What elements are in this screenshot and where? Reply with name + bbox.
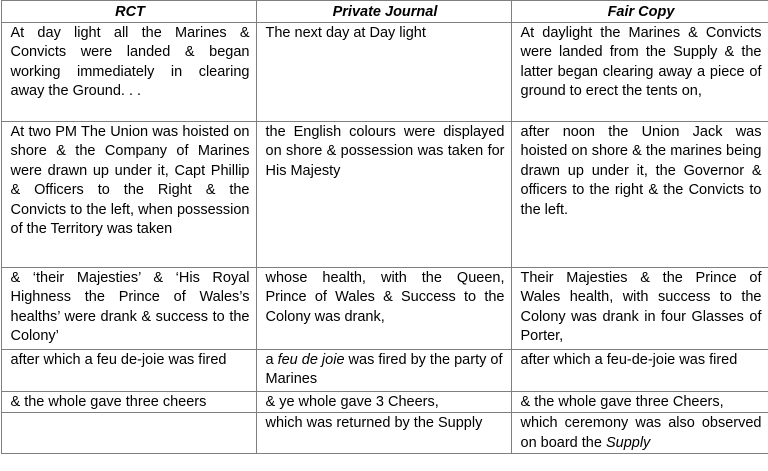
cell-private-journal: The next day at Day light <box>256 23 511 122</box>
cell-rct: after which a feu de-joie was fired <box>1 350 256 392</box>
cell-fair-copy: Their Majesties & the Prince of Wales health, with success to the Colony was drank in four Glasses of Porter, <box>511 268 768 350</box>
cell-rct: & the whole gave three cheers <box>1 392 256 413</box>
cell-fair-copy: & the whole gave three Cheers, <box>511 392 768 413</box>
cell-private-journal: the English colours were displayed on shore & possession was taken for His Majesty <box>256 122 511 268</box>
journal-text-italic: feu de joie <box>277 352 345 368</box>
cell-rct <box>1 413 256 454</box>
cell-fair-copy: after noon the Union Jack was hoisted on shore & the marines being drawn up under it, the Governor & officers to the right & the Convicts to the left. <box>511 122 768 268</box>
comparison-table <box>1 0 768 454</box>
header-private-journal: Private Journal <box>256 1 511 23</box>
cell-rct: At two PM The Union was hoisted on shore & the Company of Marines were drawn up under it, Capt Phillip & Officers to the Right & the Convicts to the left, when possession of the Territory was taken <box>1 122 256 268</box>
header-fair-copy: Fair Copy <box>511 1 768 23</box>
fair-text-italic: Supply <box>605 434 651 451</box>
fair-text-pre: which ceremony was also observed on board the <box>520 415 762 451</box>
header-rct: RCT <box>1 1 256 23</box>
table-row <box>1 392 768 413</box>
cell-private-journal: whose health, with the Queen, Prince of Wales & Success to the Colony was drank, <box>256 268 511 350</box>
table-row <box>1 122 768 268</box>
journal-text-post: was fired by the party of Marines <box>265 352 503 388</box>
cell-fair-copy: after which a feu-de-joie was fired <box>511 350 768 392</box>
cell-rct: At day light all the Marines & Convicts were landed & began working immediately in clearing away the Ground. . . <box>1 23 256 122</box>
table-row <box>1 23 768 122</box>
journal-text-pre: a <box>265 352 278 368</box>
cell-private-journal <box>256 350 511 392</box>
cell-private-journal: which was returned by the Supply <box>256 413 511 454</box>
cell-fair-copy: At daylight the Marines & Convicts were landed from the Supply & the latter began clearing away a piece of ground to erect the tents on, <box>511 23 768 122</box>
cell-rct: & ‘their Majesties’ & ‘His Royal Highness the Prince of Wales’s healths’ were drank & success to the Colony’ <box>1 268 256 350</box>
cell-fair-copy <box>511 413 768 454</box>
header-row <box>1 1 768 23</box>
cell-private-journal: & ye whole gave 3 Cheers, <box>256 392 511 413</box>
table-row <box>1 350 768 392</box>
table-row <box>1 268 768 350</box>
table-row <box>1 413 768 454</box>
